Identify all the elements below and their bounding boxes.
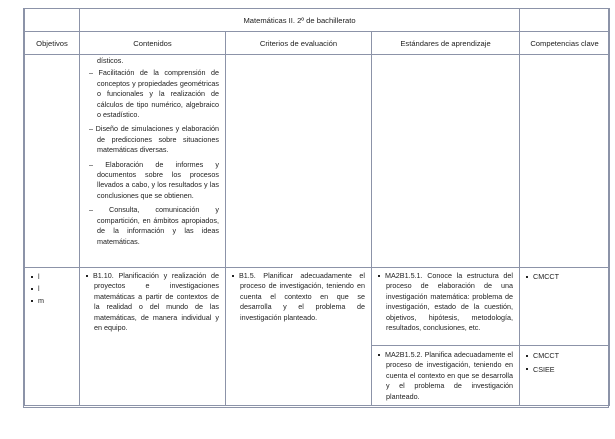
objectives-cell [25, 55, 80, 268]
bullet-icon [526, 276, 528, 278]
bullet-icon [526, 355, 528, 357]
bullet-icon [31, 300, 33, 302]
standards-cell [372, 346, 520, 406]
corner-cell [520, 9, 610, 32]
table-row [25, 268, 610, 346]
header-criterios: Criterios de evaluación [226, 32, 372, 55]
bullet-icon [31, 276, 33, 278]
header-estandares: Estándares de aprendizaje [372, 32, 520, 55]
objectives-cell [25, 268, 80, 406]
contents-cell [80, 268, 226, 406]
contents-cell [80, 55, 226, 268]
competency-item: CSIEE [533, 364, 555, 374]
content-item: – Facilitación de la comprensión de conceptos y propiedades geométricas o funcionales y la realización de cálculos de tipo numérico, algebraico o estadístico. [89, 68, 219, 120]
bullet-icon [378, 275, 380, 277]
content-item: – Elaboración de informes y documentos sobre los procesos llevados a cabo, y los resultados y las conclusiones que se obtienen. [89, 159, 219, 200]
criteria-cell [226, 55, 372, 268]
competency-item: CMCCT [533, 351, 559, 360]
standard-item: MA2B1.5.1. Conoce la estructura del proceso de elaboración de una investigación matemática: problema de investigación, estado de la cuestión, objetivos, hipótesis, metodología, resultados, conclusiones, etc. [385, 271, 514, 333]
competencies-cell [520, 55, 610, 268]
header-objetivos: Objetivos [25, 32, 80, 55]
content-item: B1.10. Planificación y realización de proyectos e investigaciones matemáticas a partir de contextos de la realidad o del mundo de las matemáticas, de manera individual y en equipo. [93, 271, 219, 333]
content-item: dísticos. [97, 56, 124, 65]
standard-item: MA2B1.5.2. Planifica adecuadamente el proceso de investigación, teniendo en cuenta el contexto en que se desarrolla y el problema de investigación planteado. [385, 350, 514, 401]
table-title: Matemáticas II. 2º de bachillerato [80, 9, 520, 32]
objective-item: l [38, 284, 40, 293]
standards-cell [372, 55, 520, 268]
bullet-icon [378, 354, 380, 356]
criteria-cell [226, 268, 372, 406]
competencies-cell [520, 268, 610, 346]
bullet-icon [31, 288, 33, 290]
bullet-icon [526, 368, 528, 370]
standards-cell [372, 268, 520, 346]
objective-item: m [38, 296, 44, 305]
header-contenidos: Contenidos [80, 32, 226, 55]
corner-cell [25, 9, 80, 32]
competency-item: CMCCT [533, 272, 559, 281]
bullet-icon [86, 275, 88, 277]
objective-item: l [38, 272, 40, 281]
competencies-cell [520, 346, 610, 406]
header-competencias: Competencias clave [520, 32, 610, 55]
bullet-icon [232, 275, 234, 277]
content-item: – Diseño de simulaciones y elaboración de predicciones sobre situaciones matemáticas diversas. [89, 124, 219, 155]
curriculum-page [23, 8, 609, 408]
table-row [25, 55, 610, 268]
criterion-item: B1.5. Planificar adecuadamente el proceso de investigación, teniendo en cuenta el contexto en que se desarrolla y el problema de investigación planteado. [239, 271, 365, 322]
curriculum-table [24, 8, 610, 406]
content-item: – Consulta, comunicación y compartición, en ámbitos apropiados, de la información y las ideas matemáticas. [89, 205, 219, 246]
